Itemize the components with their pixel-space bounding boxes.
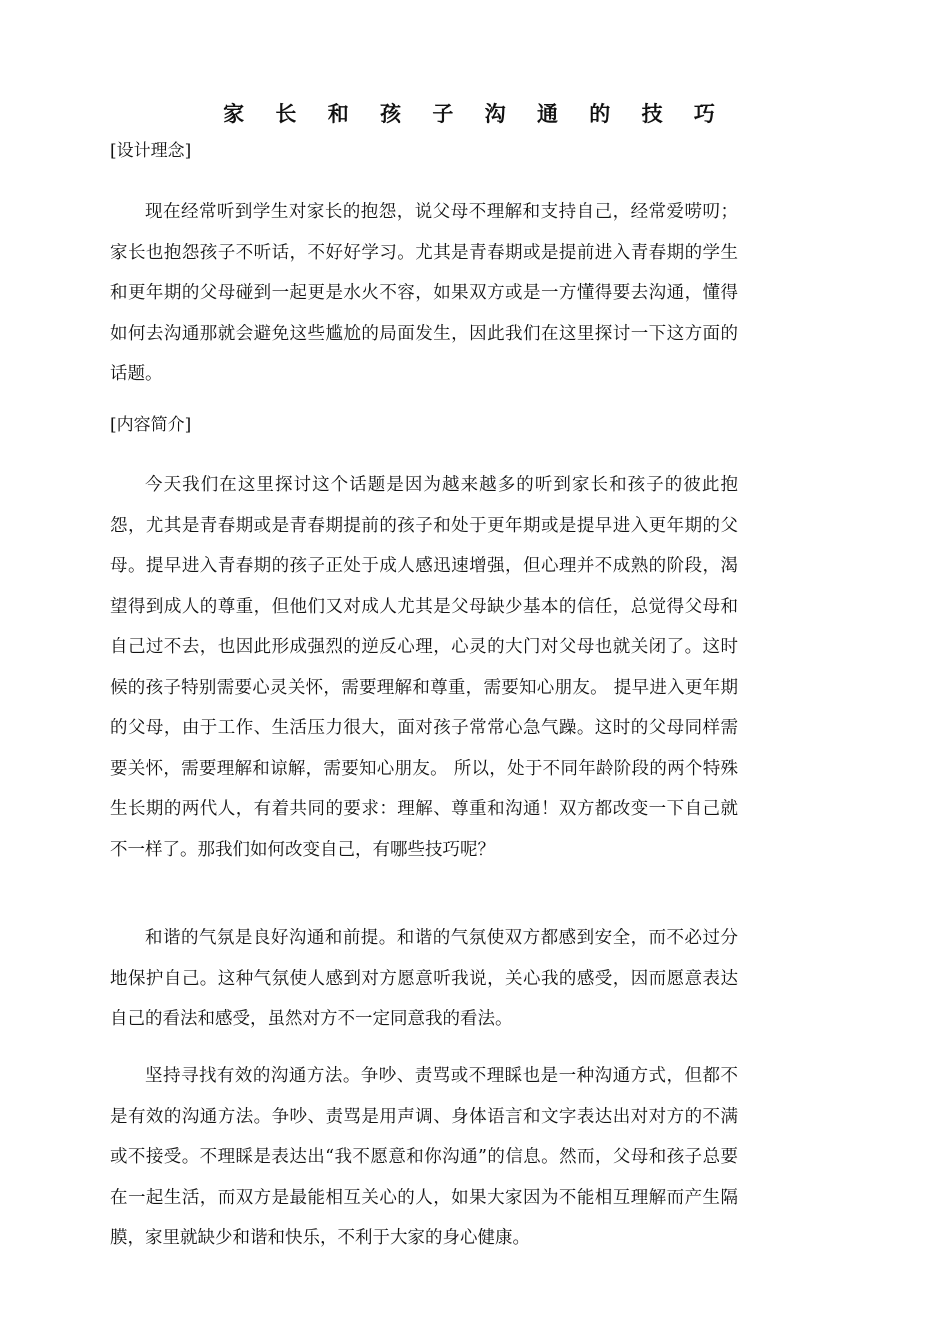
paragraph-design-concept: 现在经常听到学生对家长的抱怨，说父母不理解和支持自己，经常爱唠叨；家长也抱怨孩子不听话，不好好学习。尤其是青春期或是提前进入青春期的学生和更年期的父母碰到一起更是水火不容，如果双方或是一方懂得要去沟通，懂得如何去沟通那就会避免这些尴尬的局面发生，因此我们在这里探讨一下这方面的话题。 (110, 202, 738, 384)
document-title: 家 长 和 孩 子 沟 通 的 技 巧 (223, 102, 727, 126)
paragraph-content-intro: 今天我们在这里探讨这个话题是因为越来越多的听到家长和孩子的彼此抱怨，尤其是青春期或是青春期提前的孩子和处于更年期或是提早进入更年期的父母。提早进入青春期的孩子正处于成人感迅速增强，但心理并不成熟的阶段，渴望得到成人的尊重，但他们又对成人尤其是父母缺少基本的信任，总觉得父母和自己过不去，也因此形成强烈的逆反心理，心灵的大门对父母也就关闭了。这时候的孩子特别需要心灵关怀，需要理解和尊重，需要知心朋友。 提早进入更年期的父母，由于工作、生活压力很大，面对孩子常常心急气躁。这时的父母同样需要关怀，需要理解和谅解，需要知心朋友。 所以，处于不同年龄阶段的两个特殊生长期的两代人，有着共同的要求：理解、尊重和沟通！双方都改变一下自己就不一样了。那我们如何改变自己，有哪些技巧呢？ (110, 475, 738, 860)
paragraph-harmony: 和谐的气氛是良好沟通和前提。和谐的气氛使双方都感到安全，而不必过分地保护自己。这种气氛使人感到对方愿意听我说，关心我的感受，因而愿意表达自己的看法和感受，虽然对方不一定同意我的看法。 (110, 928, 738, 1029)
paragraph-communication-method: 坚持寻找有效的沟通方法。争吵、责骂或不理睬也是一种沟通方式，但都不是有效的沟通方法。争吵、责骂是用声调、身体语言和文字表达出对对方的不满或不接受。不理睬是表达出“我不愿意和你沟通”的信息。然而，父母和孩子总要在一起生活，而双方是最能相互关心的人，如果大家因为不能相互理解而产生隔膜，家里就缺少和谐和快乐，不利于大家的身心健康。 (110, 1066, 738, 1248)
section-heading-design: [设计理念] (110, 141, 192, 161)
section-heading-content: [内容简介] (110, 415, 192, 435)
